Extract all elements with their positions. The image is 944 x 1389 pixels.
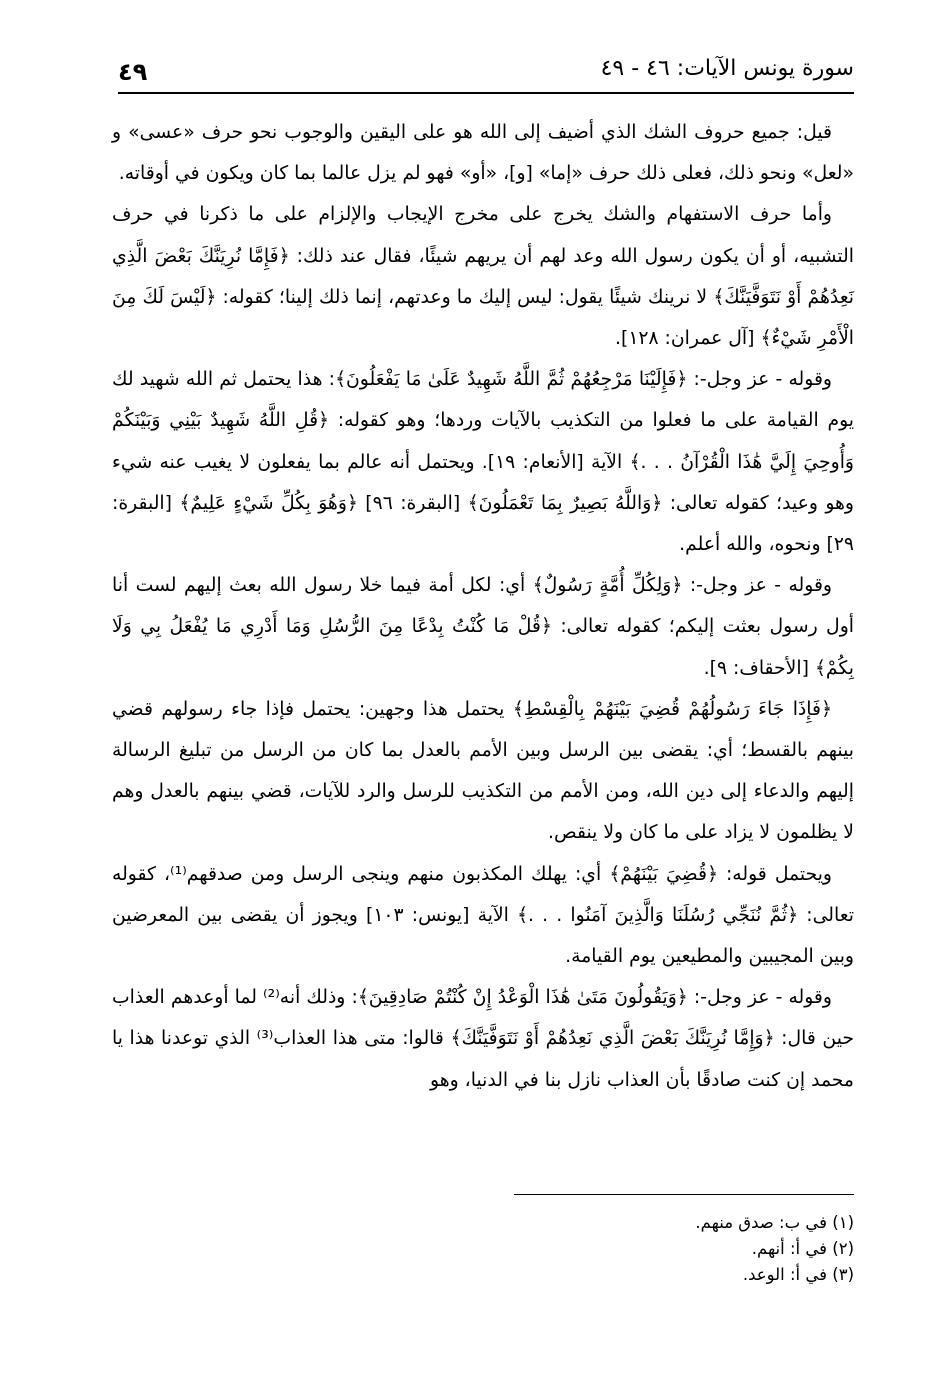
paragraph: ويحتمل قوله: ﴿قُضِيَ بَيْنَهُمْ﴾ أي: يهلك المكذبون منهم وينجى الرسل ومن صدقهم⁽¹⁾، كقوله تعالى: ﴿ثُمَّ نُنَجِّي رُسُلَنَا وَالَّذِينَ آمَنُوا . . .﴾ الآية [يونس: ١٠٣] ويجوز أن يقضى بين المعرضين وبين المجيبين والمطيعين يوم القيامة. — [112, 863, 854, 968]
paragraph: وقوله - عز وجل-: ﴿فَإِلَيْنَا مَرْجِعُهُمْ ثُمَّ اللَّهُ شَهِيدٌ عَلَىٰ مَا يَفْعَلُونَ﴾: هذا يحتمل ثم الله شهيد لك يوم القيامة على ما فعلوا من التكذيب بالآيات وردها؛ وهو كقوله: ﴿قُلِ اللَّهُ شَهِيدٌ بَيْنِي وَبَيْنَكُمْ وَأُوحِيَ إِلَيَّ هَٰذَا الْقُرْآنُ . . .﴾ الآية [الأنعام: ١٩]. ويحتمل أنه عالم بما يفعلون لا يغيب عنه شيء وهو وعيد؛ كقوله تعالى: ﴿وَاللَّهُ بَصِيرٌ بِمَا تَعْمَلُونَ﴾ [البقرة: ٩٦] ﴿وَهُوَ بِكُلِّ شَيْءٍ عَلِيمٌ﴾ [البقرة: ٢٩] ونحوه، والله أعلم. — [112, 369, 855, 556]
footnote: (١) في ب: صدق منهم. — [695, 1213, 854, 1232]
footnote-divider — [514, 1194, 854, 1195]
page-header — [118, 52, 854, 94]
footnote: (٣) في أ: الوعد. — [742, 1265, 854, 1284]
paragraph: وقوله - عز وجل-: ﴿وَيَقُولُونَ مَتَىٰ هَٰذَا الْوَعْدُ إِنْ كُنْتُمْ صَادِقِينَ﴾: وذلك أنه⁽²⁾ لما أوعدهم العذاب حين قال: ﴿وَإِمَّا نُرِيَنَّكَ بَعْضَ الَّذِي نَعِدُهُمْ أَوْ نَتَوَفَّيَنَّكَ﴾ قالوا: متى هذا العذاب⁽³⁾ الذي توعدنا هذا يا محمد إن كنت صادقًا بأن العذاب نازل بنا في الدنيا، وهو — [112, 987, 854, 1091]
main-text — [112, 112, 854, 1101]
paragraph: قيل: جميع حروف الشك الذي أضيف إلى الله هو على اليقين والوجوب نحو حرف «عسى» و «لعل» ونحو ذلك، فعلى ذلك حرف «إما» [و]، «أو» فهو لم يزل عالما بما كان ويكون في أوقاته. — [112, 122, 854, 185]
paragraph: وقوله - عز وجل-: ﴿وَلِكُلِّ أُمَّةٍ رَسُولٌ﴾ أي: لكل أمة فيما خلا رسول الله بعث إليهم لست أنا أول رسول بعثت إليكم؛ كقوله تعالى: ﴿قُلْ مَا كُنْتُ بِدْعًا مِنَ الرُّسُلِ وَمَا أَدْرِي مَا يُفْعَلُ بِي وَلَا بِكُمْ﴾ [الأحقاف: ٩]. — [112, 575, 854, 679]
footnote: (٢) في أ: أنهم. — [751, 1239, 854, 1258]
page-number: ٤٩ — [118, 58, 148, 86]
paragraph: وأما حرف الاستفهام والشك يخرج على مخرج الإيجاب والإلزام على ما ذكرنا في حرف التشبيه، أو أن يكون رسول الله وعد لهم أن يريهم شيئًا، فقال عند ذلك: ﴿فَإِمَّا نُرِيَنَّكَ بَعْضَ الَّذِي نَعِدُهُمْ أَوْ نَتَوَفَّيَنَّكَ﴾ لا نرينك شيئًا يقول: ليس إليك ما وعدتهم، إنما ذلك إلينا؛ كقوله: ﴿لَيْسَ لَكَ مِنَ الْأَمْرِ شَيْءٌ﴾ [آل عمران: ١٢٨]. — [112, 204, 854, 350]
footnotes — [695, 1210, 854, 1288]
paragraph: ﴿فَإِذَا جَاءَ رَسُولُهُمْ قُضِيَ بَيْنَهُمْ بِالْقِسْطِ﴾ يحتمل هذا وجهين: يحتمل فإذا جاء رسولهم قضي بينهم بالقسط؛ أي: يقضى بين الرسل وبين الأمم بالعدل بما كان من الرسل من تبليغ الرسالة إليهم والدعاء إلى دين الله، ومن الأمم من التكذيب للرسل والرد للآيات، قضي بينهم بالعدل وهم لا يظلمون لا يزاد على ما كان ولا ينقص. — [112, 698, 854, 844]
running-head: سورة يونس الآيات: ٤٦ - ٤٩ — [600, 56, 854, 81]
